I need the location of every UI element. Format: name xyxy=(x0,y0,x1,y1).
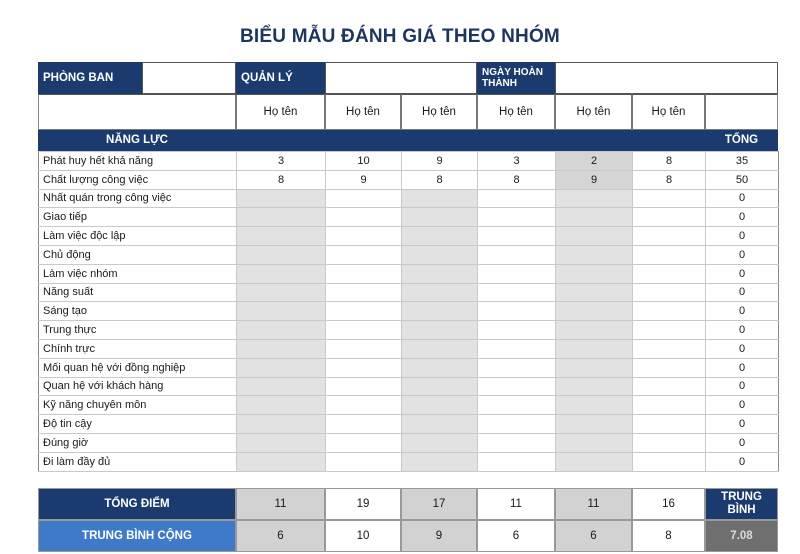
row-total: 0 xyxy=(706,433,779,452)
score-cell[interactable] xyxy=(633,396,706,415)
mean-score-1: 6 xyxy=(236,520,325,552)
score-cell[interactable]: 8 xyxy=(237,170,326,189)
score-cell[interactable] xyxy=(326,339,402,358)
score-cell[interactable] xyxy=(633,433,706,452)
table-row xyxy=(39,377,779,396)
score-cell[interactable] xyxy=(402,321,478,340)
mean-score-row xyxy=(38,520,778,552)
score-cell[interactable] xyxy=(633,415,706,434)
score-cell[interactable] xyxy=(237,415,326,434)
score-cell[interactable]: 3 xyxy=(237,152,326,171)
employee-name-1[interactable]: Họ tên xyxy=(236,94,325,130)
manager-field[interactable] xyxy=(325,62,477,94)
score-cell[interactable] xyxy=(556,396,633,415)
score-cell[interactable] xyxy=(237,302,326,321)
score-cell[interactable]: 10 xyxy=(326,152,402,171)
completion-date-field[interactable] xyxy=(555,62,778,94)
score-cell[interactable] xyxy=(237,396,326,415)
total-label: TỔNG xyxy=(724,134,759,146)
capability-name: Mối quan hệ với đồng nghiệp xyxy=(39,358,237,377)
score-cell[interactable] xyxy=(556,339,633,358)
score-cell[interactable] xyxy=(633,227,706,246)
capability-name: Độ tin cậy xyxy=(39,415,237,434)
score-cell[interactable] xyxy=(478,264,556,283)
total-score-5: 11 xyxy=(555,488,632,520)
score-cell[interactable] xyxy=(556,358,633,377)
table-row xyxy=(39,189,779,208)
table-row xyxy=(39,396,779,415)
score-cell[interactable] xyxy=(326,433,402,452)
score-cell[interactable] xyxy=(556,433,633,452)
total-score-4: 11 xyxy=(477,488,555,520)
row-total: 35 xyxy=(706,152,779,171)
total-score-label: TỔNG ĐIỂM xyxy=(38,488,236,520)
score-cell[interactable] xyxy=(237,321,326,340)
row-total: 0 xyxy=(706,415,779,434)
score-cell[interactable] xyxy=(402,396,478,415)
employee-name-3[interactable]: Họ tên xyxy=(401,94,477,130)
score-cell[interactable] xyxy=(478,245,556,264)
score-cell[interactable] xyxy=(478,227,556,246)
score-cell[interactable] xyxy=(478,377,556,396)
average-label-line1: TRUNG xyxy=(721,491,762,503)
total-score-3: 17 xyxy=(401,488,477,520)
table-row xyxy=(39,452,779,471)
score-cell[interactable] xyxy=(326,396,402,415)
score-cell[interactable] xyxy=(556,302,633,321)
department-field[interactable] xyxy=(142,62,236,94)
mean-label: TRUNG BÌNH CỘNG xyxy=(38,520,236,552)
score-cell[interactable] xyxy=(326,321,402,340)
score-cell[interactable] xyxy=(556,283,633,302)
score-cell[interactable] xyxy=(326,377,402,396)
score-cell[interactable] xyxy=(556,264,633,283)
score-cell[interactable] xyxy=(633,208,706,227)
capability-name: Nhất quán trong công việc xyxy=(39,189,237,208)
score-cell[interactable] xyxy=(633,189,706,208)
score-cell[interactable] xyxy=(326,264,402,283)
capability-name: Quan hệ với khách hàng xyxy=(39,377,237,396)
employee-name-2[interactable]: Họ tên xyxy=(325,94,401,130)
table-row xyxy=(39,302,779,321)
capability-header-row xyxy=(38,130,778,151)
employee-name-5[interactable]: Họ tên xyxy=(555,94,632,130)
row-total: 0 xyxy=(706,302,779,321)
score-cell[interactable] xyxy=(556,321,633,340)
capability-name: Làm việc độc lập xyxy=(39,227,237,246)
average-label xyxy=(705,488,778,520)
mean-score-3: 9 xyxy=(401,520,477,552)
table-row xyxy=(39,227,779,246)
score-cell[interactable]: 3 xyxy=(478,152,556,171)
capability-name: Giao tiếp xyxy=(39,208,237,227)
score-cell[interactable] xyxy=(556,208,633,227)
capability-name: Sáng tạo xyxy=(39,302,237,321)
total-score-2: 19 xyxy=(325,488,401,520)
score-cell[interactable] xyxy=(237,245,326,264)
score-cell[interactable] xyxy=(633,283,706,302)
capability-name: Năng suất xyxy=(39,283,237,302)
score-cell[interactable] xyxy=(478,321,556,340)
department-label: PHÒNG BAN xyxy=(38,62,142,94)
score-cell[interactable]: 8 xyxy=(633,152,706,171)
score-cell[interactable]: 9 xyxy=(326,170,402,189)
score-cell[interactable]: 9 xyxy=(556,170,633,189)
score-cell[interactable] xyxy=(237,452,326,471)
form-header xyxy=(38,62,778,94)
capability-name: Chính trực xyxy=(39,339,237,358)
score-cell[interactable] xyxy=(237,358,326,377)
score-cell[interactable] xyxy=(237,433,326,452)
score-cell[interactable] xyxy=(402,452,478,471)
score-cell[interactable] xyxy=(478,208,556,227)
score-cell[interactable] xyxy=(237,189,326,208)
score-cell[interactable] xyxy=(556,415,633,434)
row-total: 0 xyxy=(706,189,779,208)
row-total: 50 xyxy=(706,170,779,189)
row-total: 0 xyxy=(706,264,779,283)
score-cell[interactable]: 8 xyxy=(633,170,706,189)
score-cell[interactable] xyxy=(402,283,478,302)
capability-name: Kỹ năng chuyên môn xyxy=(39,396,237,415)
employee-name-4[interactable]: Họ tên xyxy=(477,94,555,130)
row-total: 0 xyxy=(706,245,779,264)
score-cell[interactable] xyxy=(237,377,326,396)
score-cell[interactable] xyxy=(478,339,556,358)
score-cell[interactable] xyxy=(633,339,706,358)
score-cell[interactable] xyxy=(402,302,478,321)
table-row xyxy=(39,170,779,189)
table-row xyxy=(39,208,779,227)
score-cell[interactable] xyxy=(478,415,556,434)
total-score-1: 11 xyxy=(236,488,325,520)
score-cell[interactable] xyxy=(402,245,478,264)
capability-label: NĂNG LỰC xyxy=(106,134,168,146)
table-row xyxy=(39,358,779,377)
score-cell[interactable] xyxy=(402,358,478,377)
score-cell[interactable] xyxy=(402,227,478,246)
row-total: 0 xyxy=(706,208,779,227)
total-header-blank xyxy=(705,94,778,130)
row-total: 0 xyxy=(706,339,779,358)
capability-name: Đúng giờ xyxy=(39,433,237,452)
score-cell[interactable] xyxy=(478,433,556,452)
score-cell[interactable] xyxy=(402,339,478,358)
capability-name: Làm việc nhóm xyxy=(39,264,237,283)
row-total: 0 xyxy=(706,321,779,340)
row-total: 0 xyxy=(706,452,779,471)
score-cell[interactable] xyxy=(326,358,402,377)
name-header-blank xyxy=(38,94,236,130)
score-cell[interactable] xyxy=(402,433,478,452)
score-cell[interactable] xyxy=(237,208,326,227)
score-cell[interactable] xyxy=(633,321,706,340)
score-cell[interactable] xyxy=(326,227,402,246)
score-cell[interactable]: 2 xyxy=(556,152,633,171)
score-cell[interactable] xyxy=(633,264,706,283)
score-cell[interactable] xyxy=(478,302,556,321)
total-score-row xyxy=(38,488,778,520)
score-cell[interactable] xyxy=(326,245,402,264)
score-cell[interactable] xyxy=(326,302,402,321)
score-cell[interactable] xyxy=(402,208,478,227)
score-cell[interactable] xyxy=(402,415,478,434)
score-cell[interactable] xyxy=(478,189,556,208)
score-cell[interactable] xyxy=(402,377,478,396)
overall-average: 7.08 xyxy=(705,520,778,552)
completion-date-label-line1: NGÀY HOÀN xyxy=(482,67,543,78)
capability-name: Chất lượng công việc xyxy=(39,170,237,189)
capability-name: Đi làm đầy đủ xyxy=(39,452,237,471)
score-cell[interactable] xyxy=(326,452,402,471)
name-header-row xyxy=(38,94,778,130)
score-cell[interactable] xyxy=(326,415,402,434)
average-label-line2: BÌNH xyxy=(727,504,756,516)
row-total: 0 xyxy=(706,358,779,377)
evaluation-table xyxy=(38,151,779,472)
table-row xyxy=(39,264,779,283)
score-cell[interactable]: 8 xyxy=(478,170,556,189)
table-row xyxy=(39,433,779,452)
employee-name-6[interactable]: Họ tên xyxy=(632,94,705,130)
score-cell[interactable] xyxy=(478,283,556,302)
row-total: 0 xyxy=(706,396,779,415)
capability-name: Trung thực xyxy=(39,321,237,340)
score-cell[interactable] xyxy=(326,208,402,227)
manager-label: QUẢN LÝ xyxy=(236,62,325,94)
score-cell[interactable] xyxy=(633,452,706,471)
score-cell[interactable] xyxy=(633,302,706,321)
score-cell[interactable] xyxy=(237,227,326,246)
table-row xyxy=(39,321,779,340)
score-cell[interactable] xyxy=(633,377,706,396)
score-cell[interactable] xyxy=(478,396,556,415)
score-cell[interactable]: 8 xyxy=(402,170,478,189)
score-cell[interactable] xyxy=(402,189,478,208)
score-cell[interactable] xyxy=(478,452,556,471)
score-cell[interactable] xyxy=(237,283,326,302)
page-title: BIỂU MẪU ĐÁNH GIÁ THEO NHÓM xyxy=(240,26,560,47)
capability-name: Phát huy hết khả năng xyxy=(39,152,237,171)
mean-score-5: 6 xyxy=(555,520,632,552)
total-score-6: 16 xyxy=(632,488,705,520)
mean-score-6: 8 xyxy=(632,520,705,552)
score-cell[interactable] xyxy=(237,339,326,358)
capability-name: Chủ động xyxy=(39,245,237,264)
mean-score-4: 6 xyxy=(477,520,555,552)
score-cell[interactable] xyxy=(556,227,633,246)
score-cell[interactable] xyxy=(556,452,633,471)
row-total: 0 xyxy=(706,227,779,246)
table-row xyxy=(39,152,779,171)
score-cell[interactable]: 9 xyxy=(402,152,478,171)
score-cell[interactable] xyxy=(326,189,402,208)
completion-date-label xyxy=(477,62,555,94)
row-total: 0 xyxy=(706,377,779,396)
score-cell[interactable] xyxy=(402,264,478,283)
table-row xyxy=(39,283,779,302)
score-cell[interactable] xyxy=(237,264,326,283)
score-cell[interactable] xyxy=(556,189,633,208)
score-cell[interactable] xyxy=(556,377,633,396)
score-cell[interactable] xyxy=(556,245,633,264)
table-row xyxy=(39,245,779,264)
table-row xyxy=(39,415,779,434)
row-total: 0 xyxy=(706,283,779,302)
mean-score-2: 10 xyxy=(325,520,401,552)
table-row xyxy=(39,339,779,358)
score-cell[interactable] xyxy=(478,358,556,377)
completion-date-label-line2: THÀNH xyxy=(482,78,517,89)
score-cell[interactable] xyxy=(633,245,706,264)
score-cell[interactable] xyxy=(633,358,706,377)
score-cell[interactable] xyxy=(326,283,402,302)
